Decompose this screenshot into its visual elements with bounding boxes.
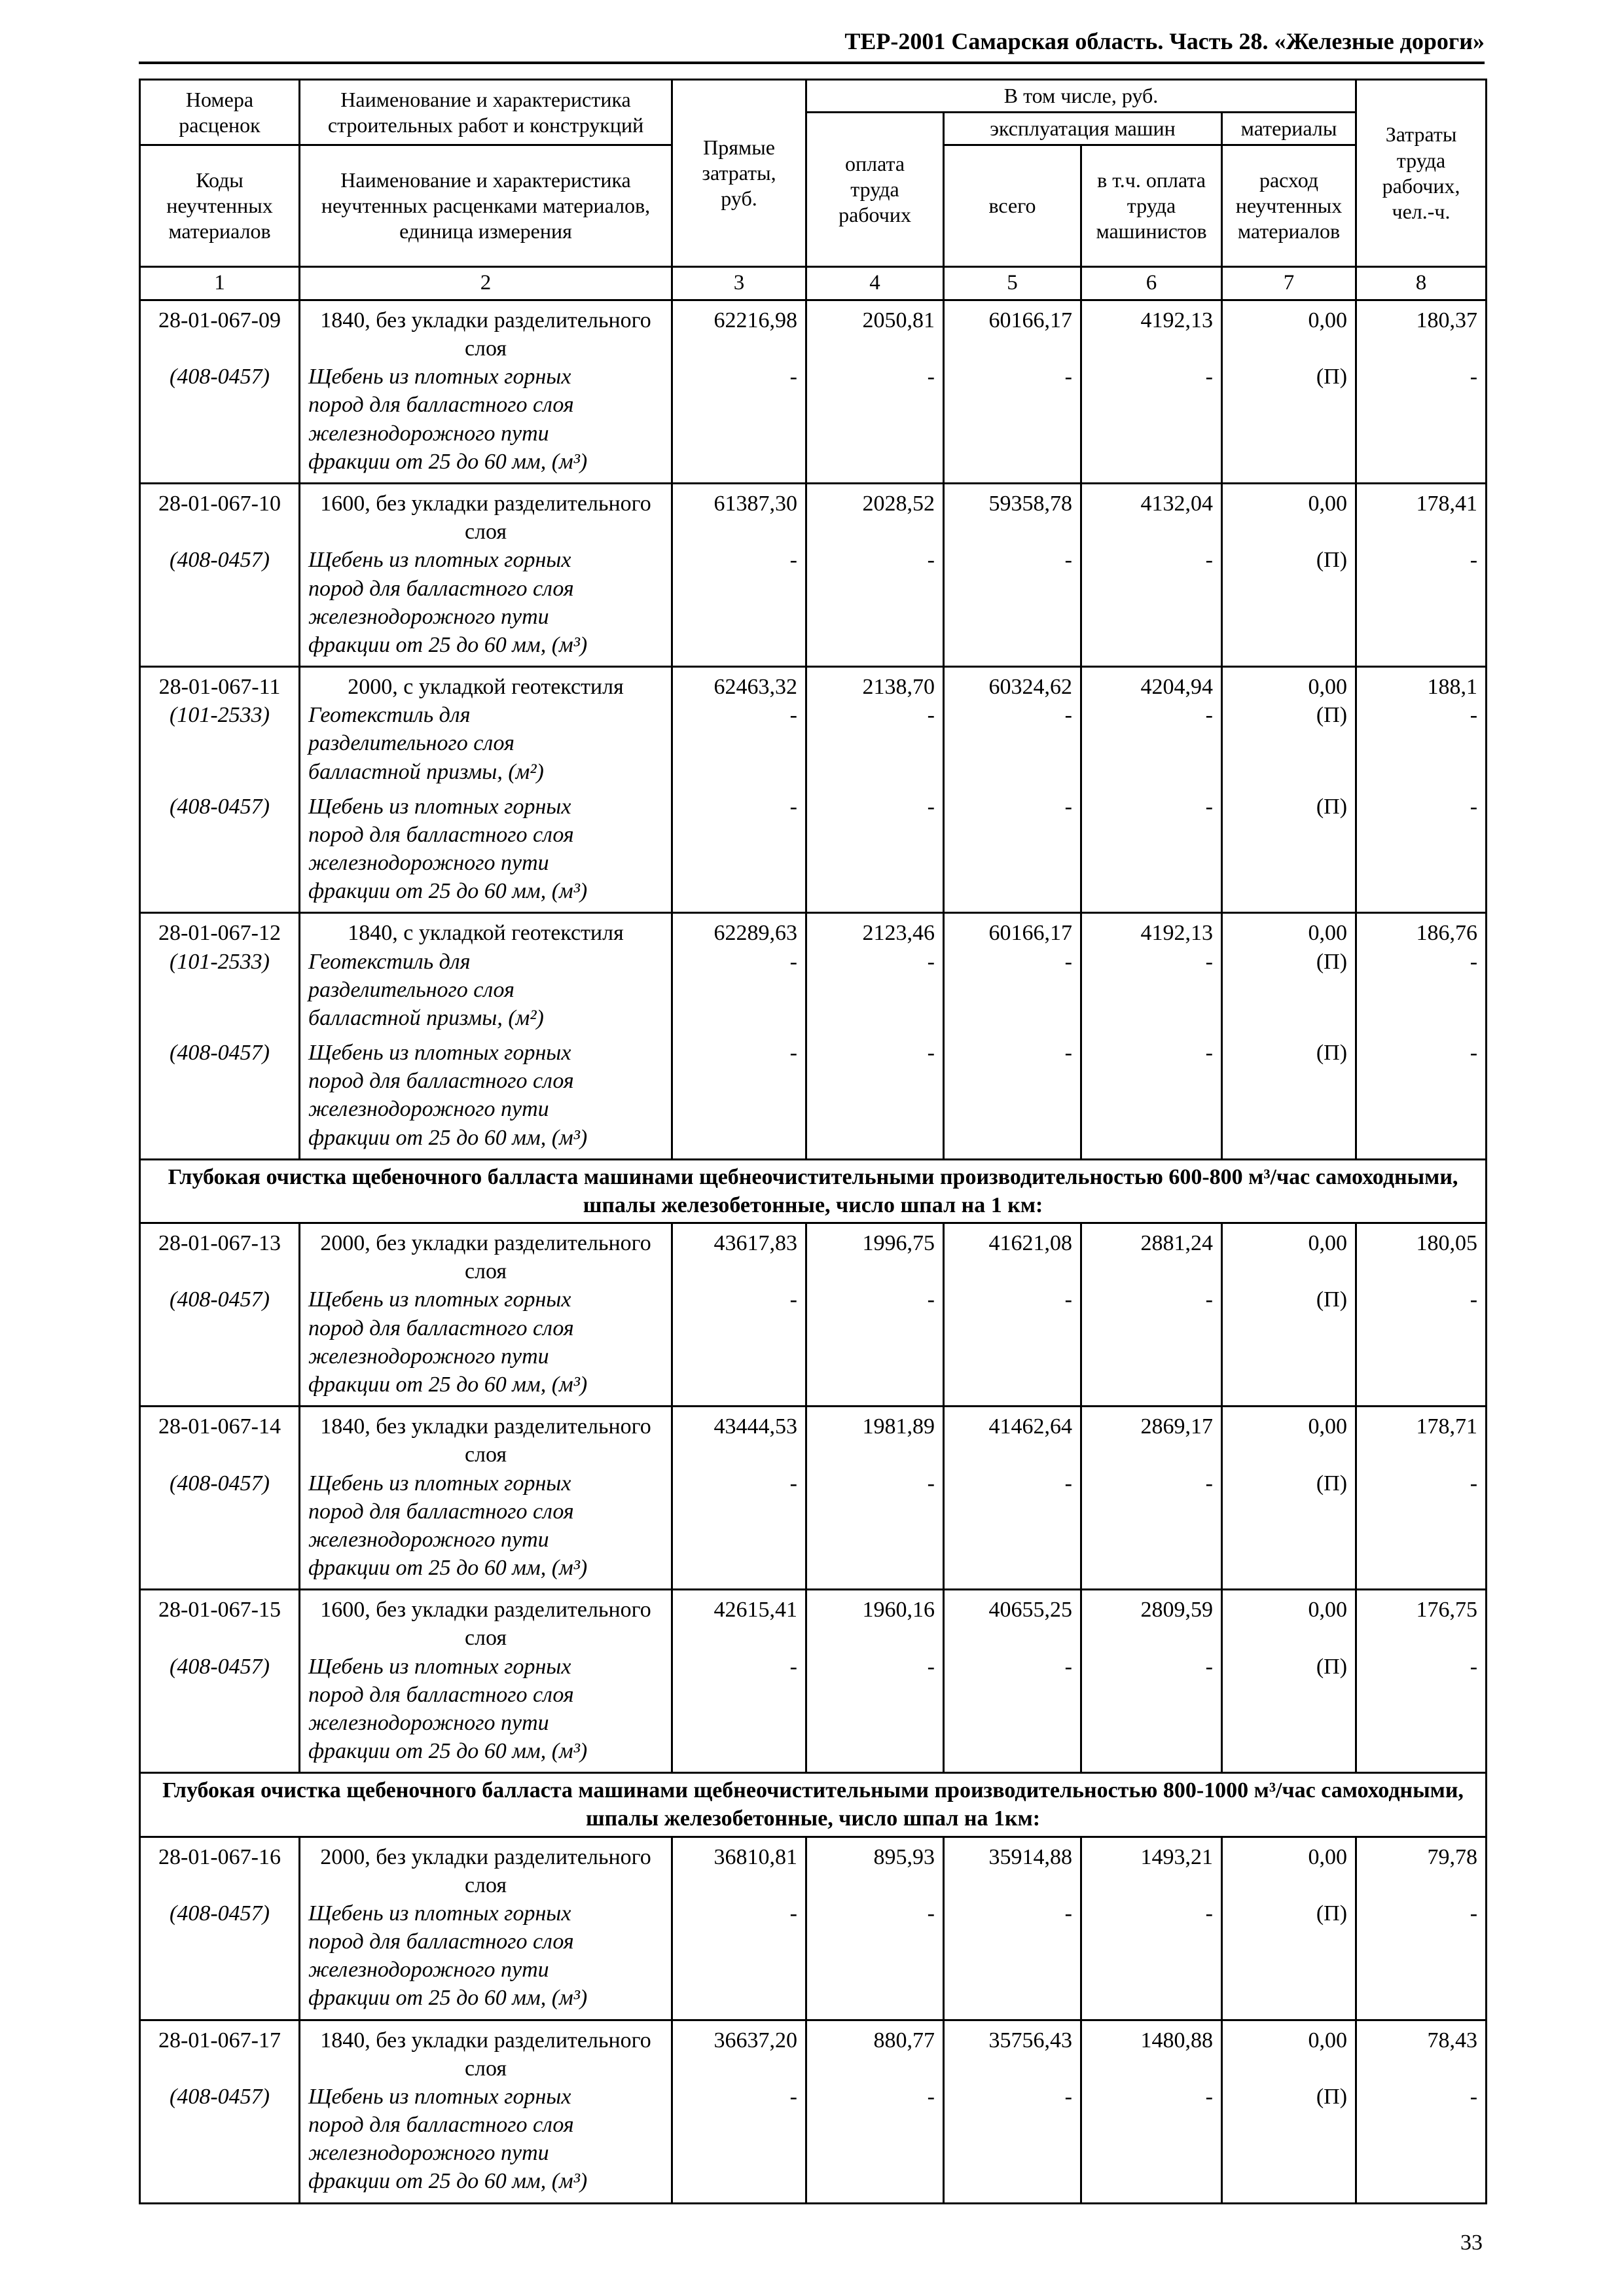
header-direct-costs: Прямые затраты, руб. [672,80,806,267]
value-cell: 4204,94 [1081,667,1222,702]
material-value-cell: - [1356,1653,1487,1773]
value-cell: 2050,81 [806,300,944,363]
material-value-cell: - [806,1039,944,1159]
material-value-cell: - [672,363,806,483]
value-cell: 4192,13 [1081,913,1222,948]
header-group-including: В том числе, руб. [806,80,1356,113]
rate-entry-row [140,1223,1487,1286]
material-value-cell: - [672,1469,806,1590]
header-work-name: Наименование и характеристика строительных работ и конструкций [300,80,672,145]
material-description-text: Щебень из плотных горных пород для балластного слоя железнодорожного пути фракции от 25 до 60 мм, (м³) [308,1471,588,1581]
header-row-1 [140,80,1487,113]
material-code-cell: (408-0457) [140,1653,300,1773]
value-cell: 2123,46 [806,913,944,948]
material-value-cell: (П) [1222,1899,1356,2020]
section-header-title: Глубокая очистка щебеночного балласта машинами щебнеочистительными производительностью 600-800 м³/час самоходными, шпалы железобетонные, число шпал на 1 км: [140,1159,1487,1223]
rate-code-cell: 28-01-067-14 [140,1407,300,1469]
page-number: 33 [1460,2231,1483,2255]
material-value-cell: - [944,948,1081,1039]
column-number: 1 [140,267,300,300]
material-value-cell: - [944,2083,1081,2203]
material-description-cell [300,1899,672,2020]
section-header-row [140,1159,1487,1223]
material-value-cell: - [1356,1899,1487,2020]
value-cell: 62216,98 [672,300,806,363]
material-value-cell: - [944,1899,1081,2020]
material-code-cell: (101-2533) [140,948,300,1039]
material-description-text: Щебень из плотных горных пород для балластного слоя железнодорожного пути фракции от 25 до 60 мм, (м³) [308,548,588,657]
material-row [140,1039,1487,1159]
work-description-cell: 2000, без укладки разделительного слоя [300,1837,672,1899]
material-value-cell: - [672,1653,806,1773]
rate-code-cell: 28-01-067-12 [140,913,300,948]
material-value-cell: (П) [1222,701,1356,793]
material-code-cell: (408-0457) [140,1039,300,1159]
header-group-machines: эксплуатация машин [944,113,1222,145]
material-value-cell: - [1081,701,1222,793]
value-cell: 41621,08 [944,1223,1081,1286]
material-code-cell: (101-2533) [140,701,300,793]
value-cell: 1493,21 [1081,1837,1222,1899]
material-code-cell: (408-0457) [140,2083,300,2203]
material-value-cell: - [1081,793,1222,913]
value-cell: 78,43 [1356,2020,1487,2083]
material-value-cell: - [1081,948,1222,1039]
value-cell: 4132,04 [1081,484,1222,547]
work-description-cell: 1840, без укладки разделительного слоя [300,300,672,363]
document-header [139,27,1485,64]
material-value-cell: - [1081,1899,1222,2020]
material-value-cell: - [1081,1469,1222,1590]
value-cell: 35914,88 [944,1837,1081,1899]
value-cell: 60166,17 [944,300,1081,363]
value-cell: 0,00 [1222,913,1356,948]
material-description-cell [300,793,672,913]
material-value-cell: - [672,1039,806,1159]
value-cell: 60324,62 [944,667,1081,702]
header-machines-total: всего [944,145,1081,267]
material-value-cell: - [1356,1469,1487,1590]
work-description-cell: 1840, с укладкой геотекстиля [300,913,672,948]
material-description-text: Щебень из плотных горных пород для балластного слоя железнодорожного пути фракции от 25 до 60 мм, (м³) [308,794,588,904]
work-description-cell: 2000, с укладкой геотекстиля [300,667,672,702]
material-description-cell [300,1469,672,1590]
material-value-cell: - [944,1653,1081,1773]
value-cell: 0,00 [1222,1407,1356,1469]
value-cell: 2809,59 [1081,1590,1222,1653]
rate-code-cell: 28-01-067-11 [140,667,300,702]
material-code-cell: (408-0457) [140,793,300,913]
material-value-cell: - [944,363,1081,483]
header-labor-costs: Затраты труда рабочих, чел.-ч. [1356,80,1487,267]
value-cell: 178,71 [1356,1407,1487,1469]
material-value-cell: - [806,1899,944,2020]
value-cell: 0,00 [1222,1837,1356,1899]
work-description-cell: 1600, без укладки разделительного слоя [300,484,672,547]
value-cell: 1480,88 [1081,2020,1222,2083]
material-description-text: Геотекстиль для разделительного слоя балластной призмы, (м²) [308,703,544,784]
rate-entry-row [140,300,1487,363]
value-cell: 35756,43 [944,2020,1081,2083]
material-row [140,1285,1487,1406]
value-cell: 1960,16 [806,1590,944,1653]
material-value-cell: (П) [1222,948,1356,1039]
column-number: 8 [1356,267,1487,300]
material-description-cell [300,363,672,483]
header-rate-numbers: Номера расценок [140,80,300,145]
value-cell: 0,00 [1222,2020,1356,2083]
rate-code-cell: 28-01-067-17 [140,2020,300,2083]
value-cell: 60166,17 [944,913,1081,948]
value-cell: 40655,25 [944,1590,1081,1653]
table-body [140,300,1487,2203]
material-value-cell: - [1356,793,1487,913]
material-value-cell: - [944,546,1081,666]
material-value-cell: - [1081,1039,1222,1159]
column-number: 7 [1222,267,1356,300]
material-value-cell: - [944,1039,1081,1159]
value-cell: 59358,78 [944,484,1081,547]
value-cell: 2869,17 [1081,1407,1222,1469]
value-cell: 1981,89 [806,1407,944,1469]
value-cell: 2881,24 [1081,1223,1222,1286]
work-description-cell: 1840, без укладки разделительного слоя [300,1407,672,1469]
column-number: 6 [1081,267,1222,300]
value-cell: 176,75 [1356,1590,1487,1653]
rate-entry-row [140,1590,1487,1653]
rate-entry-row [140,2020,1487,2083]
value-cell: 43444,53 [672,1407,806,1469]
value-cell: 41462,64 [944,1407,1081,1469]
section-header-title: Глубокая очистка щебеночного балласта машинами щебнеочистительными производительностью 800-1000 м³/час самоходными, шпалы железобетонные, число шпал на 1км: [140,1773,1487,1837]
section-header-row [140,1773,1487,1837]
table-head [140,80,1487,300]
material-value-cell: - [672,2083,806,2203]
value-cell: 0,00 [1222,667,1356,702]
value-cell: 62463,32 [672,667,806,702]
material-description-text: Щебень из плотных горных пород для балластного слоя железнодорожного пути фракции от 25 до 60 мм, (м³) [308,2084,588,2194]
rate-code-cell: 28-01-067-09 [140,300,300,363]
material-description-cell [300,1653,672,1773]
material-code-cell: (408-0457) [140,363,300,483]
header-material-name: Наименование и характеристика неучтенных расценками материалов, единица измерения [300,145,672,267]
material-value-cell: (П) [1222,546,1356,666]
header-group-materials: материалы [1222,113,1356,145]
material-row [140,363,1487,483]
material-value-cell: - [944,793,1081,913]
material-value-cell: - [806,701,944,793]
rate-entry-row [140,1837,1487,1899]
rate-code-cell: 28-01-067-10 [140,484,300,547]
value-cell: 0,00 [1222,484,1356,547]
column-number: 5 [944,267,1081,300]
work-description-cell: 1840, без укладки разделительного слоя [300,2020,672,2083]
value-cell: 180,05 [1356,1223,1487,1286]
value-cell: 1996,75 [806,1223,944,1286]
material-value-cell: - [806,793,944,913]
work-description-cell: 2000, без укладки разделительного слоя [300,1223,672,1286]
value-cell: 178,41 [1356,484,1487,547]
column-number: 3 [672,267,806,300]
material-value-cell: - [672,701,806,793]
material-value-cell: - [806,1469,944,1590]
material-code-cell: (408-0457) [140,1285,300,1406]
value-cell: 79,78 [1356,1837,1487,1899]
material-value-cell: - [1356,1039,1487,1159]
material-description-cell [300,2083,672,2203]
material-value-cell: (П) [1222,1653,1356,1773]
material-value-cell: - [1081,546,1222,666]
value-cell: 4192,13 [1081,300,1222,363]
value-cell: 180,37 [1356,300,1487,363]
value-cell: 0,00 [1222,300,1356,363]
material-value-cell: (П) [1222,793,1356,913]
material-description-text: Щебень из плотных горных пород для балластного слоя железнодорожного пути фракции от 25 до 60 мм, (м³) [308,365,588,474]
material-value-cell: - [1081,363,1222,483]
material-value-cell: - [806,363,944,483]
material-value-cell: - [672,948,806,1039]
work-description-cell: 1600, без укладки разделительного слоя [300,1590,672,1653]
material-code-cell: (408-0457) [140,1469,300,1590]
material-description-text: Щебень из плотных горных пород для балластного слоя железнодорожного пути фракции от 25 до 60 мм, (м³) [308,1287,588,1397]
material-value-cell: - [944,1469,1081,1590]
material-row [140,793,1487,913]
material-row [140,1653,1487,1773]
material-value-cell: - [944,1285,1081,1406]
material-value-cell: - [806,1653,944,1773]
value-cell: 43617,83 [672,1223,806,1286]
rate-entry-row [140,667,1487,702]
header-materials-consumption: расход неучтенных материалов [1222,145,1356,267]
value-cell: 42615,41 [672,1590,806,1653]
material-row [140,1469,1487,1590]
material-value-cell: - [806,546,944,666]
value-cell: 895,93 [806,1837,944,1899]
material-value-cell: (П) [1222,1039,1356,1159]
material-value-cell: - [1356,948,1487,1039]
value-cell: 186,76 [1356,913,1487,948]
material-value-cell: - [672,1899,806,2020]
material-value-cell: - [672,793,806,913]
rate-entry-row [140,1407,1487,1469]
header-machinists-pay: в т.ч. оплата труда машинистов [1081,145,1222,267]
material-value-cell: - [1081,1285,1222,1406]
material-value-cell: (П) [1222,1469,1356,1590]
column-number: 2 [300,267,672,300]
value-cell: 2138,70 [806,667,944,702]
material-value-cell: - [1356,363,1487,483]
value-cell: 36637,20 [672,2020,806,2083]
rate-code-cell: 28-01-067-16 [140,1837,300,1899]
value-cell: 0,00 [1222,1223,1356,1286]
value-cell: 880,77 [806,2020,944,2083]
material-description-text: Щебень из плотных горных пород для балластного слоя железнодорожного пути фракции от 25 до 60 мм, (м³) [308,1901,588,2011]
header-material-codes: Коды неучтенных материалов [140,145,300,267]
column-numbers-row [140,267,1487,300]
material-code-cell: (408-0457) [140,546,300,666]
material-description-cell [300,1039,672,1159]
value-cell: 62289,63 [672,913,806,948]
material-value-cell: (П) [1222,2083,1356,2203]
material-value-cell: (П) [1222,363,1356,483]
value-cell: 36810,81 [672,1837,806,1899]
material-value-cell: - [1081,2083,1222,2203]
header-labor-pay: оплата труда рабочих [806,113,944,267]
rate-code-cell: 28-01-067-15 [140,1590,300,1653]
material-value-cell: - [806,1285,944,1406]
material-row [140,948,1487,1039]
rate-code-cell: 28-01-067-13 [140,1223,300,1286]
material-code-cell: (408-0457) [140,1899,300,2020]
material-value-cell: - [806,2083,944,2203]
rate-entry-row [140,913,1487,948]
material-row [140,1899,1487,2020]
rates-table [139,79,1487,2204]
document-title: ТЕР-2001 Самарская область. Часть 28. «Железные дороги» [844,28,1485,54]
material-value-cell: (П) [1222,1285,1356,1406]
value-cell: 2028,52 [806,484,944,547]
material-value-cell: - [1081,1653,1222,1773]
material-description-cell [300,546,672,666]
material-value-cell: - [1356,1285,1487,1406]
material-value-cell: - [1356,2083,1487,2203]
value-cell: 0,00 [1222,1590,1356,1653]
column-number: 4 [806,267,944,300]
material-value-cell: - [944,701,1081,793]
material-row [140,546,1487,666]
material-description-text: Щебень из плотных горных пород для балластного слоя железнодорожного пути фракции от 25 до 60 мм, (м³) [308,1041,588,1150]
material-description-text: Щебень из плотных горных пород для балластного слоя железнодорожного пути фракции от 25 до 60 мм, (м³) [308,1654,588,1764]
material-description-cell [300,701,672,793]
material-value-cell: - [672,1285,806,1406]
material-value-cell: - [1356,546,1487,666]
material-row [140,2083,1487,2203]
material-value-cell: - [806,948,944,1039]
material-row [140,701,1487,793]
rate-entry-row [140,484,1487,547]
material-value-cell: - [672,546,806,666]
material-value-cell: - [1356,701,1487,793]
value-cell: 61387,30 [672,484,806,547]
material-description-cell [300,1285,672,1406]
value-cell: 188,1 [1356,667,1487,702]
material-description-text: Геотекстиль для разделительного слоя балластной призмы, (м²) [308,949,544,1030]
material-description-cell [300,948,672,1039]
